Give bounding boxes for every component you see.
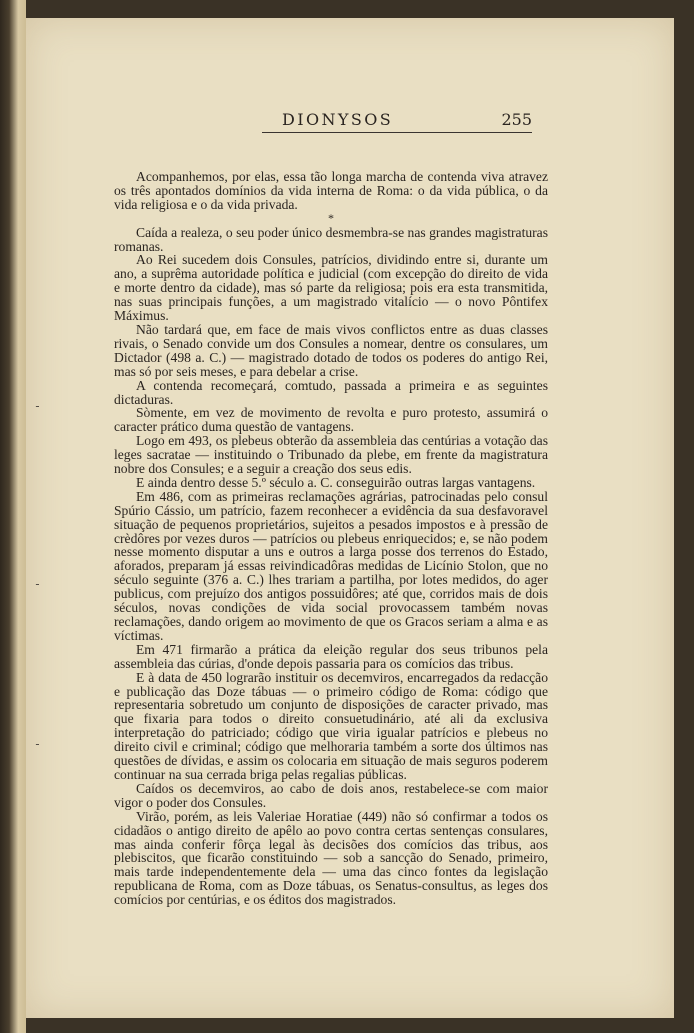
paragraph: Sòmente, em vez de movimento de revolta e puro protesto, assumirá o caracter prático duma questão de vantagens. [114,405,548,435]
margin-tick-mark: ╴ [36,740,43,751]
paragraph: E à data de 450 lograrão instituir os decemviros, encarregados da redacção e publicação das Doze tábuas — o primeiro código de Roma: código que representaria sobretudo um conjunto de disposições de caracter privado, mas que fixaria para todos o direito consuetudinário, até ali da exclusiva interpretação do patriciado; código que viria igualar patrícios e plebeus no direito civil e criminal; código que melhoraria também a sorte dos últimos nas questões de dívidas, e assim os colocaria em situação de mais seguros poderem continuar na sua cerrada briga pelas regalias públicas. [114,669,548,782]
paragraph: E ainda dentro desse 5.º século a. C. conseguirão outras largas vantagens. [136,474,536,490]
book-binding-gutter [0,0,26,1033]
paragraph: Não tardará que, em face de mais vivos conflictos entre as duas classes rivais, o Senado convide um dos Consules a nomear, dentre os consulares, um Dictador (498 a. C.) — magistrado dotado de todos os poderes do antigo Rei, mas só por seis meses, e para debelar a crise. [114,321,548,379]
running-title: DIONYSOS [282,110,394,129]
paragraph: Acompanhemos, por elas, essa tão longa marcha de contenda viva atravez os três apontados domínios da vida interna de Roma: o da vida pública, o da vida religiosa e o da vida privada. [114,169,548,212]
paragraph: Logo em 493, os plebeus obterão da assembleia das centúrias a votação das leges sacratae — instituindo o Tribunado da plebe, em frente da magistratura nobre dos Consules; e a seguir a creação dos seus edis. [114,433,548,477]
margin-tick-mark: ╴ [36,402,43,413]
paragraph: Ao Rei sucedem dois Consules, patrícios, dividindo entre si, durante um ano, a suprêma autoridade política e judicial (com excepção do direito de vida e morte dentro da cidade), mas só parte da religiosa; pois era esta transmitida, nas suas principais funções, a um magistrado vitalício — o novo Pôntifex Máximus. [114,252,548,324]
paragraph: Virão, porém, as leis Valeriae Horatiae (449) não só confirmar a todos os cidadãos o antigo direito de apêlo ao povo contra certas sentenças consulares, mas ainda conferir fôrça legal às decisões dos comícios das tribus, aos plebiscitos, que ficarão constituindo — sob a sancção do Senado, primeiro, mais tarde independentemente dela — uma das cinco fontes da legislação republicana de Roma, com as Doze tábuas, os Senatus-consultus, as leges dos comícios por centúrias, e os éditos dos magistrados. [114,808,548,908]
paragraph: Caídos os decemviros, ao cabo de dois anos, restabelece-se com maior vigor o poder dos Consules. [114,780,548,810]
header-rule [262,132,532,133]
page-number: 255 [501,110,532,129]
section-asterism: * [328,210,334,225]
paragraph: Caída a realeza, o seu poder único desmembra-se nas grandes magistraturas romanas. [114,224,548,254]
paragraph: Em 471 firmarão a prática da eleição regular dos seus tribunos pela assembleia das cúrias, d'onde depois passaria para os comícios das tribus. [114,641,548,671]
running-header [262,110,532,136]
margin-tick-mark: ╴ [36,580,43,591]
paragraph: A contenda recomeçará, comtudo, passada a primeira e as seguintes dictaduras. [114,377,548,407]
paragraph: Em 486, com as primeiras reclamações agrárias, patrocinadas pelo consul Spúrio Cássio, um patrício, fazem reconhecer a evidência da sua desfavoravel situação de pequenos proprietários, sujeitos a pesados impostos e à pressão de crèdôres por vezes duros — patrícios ou plebeus enriquecidos; e, se não podem nesse momento disputar a uns e outros a larga posse dos terrenos do Estado, aforados, preparam já essas reivindicadôras medidas de Licínio Stolon, que no século seguinte (376 a. C.) lhes trariam a partilha, por lotes medidos, do ager publicus, com prejuízo dos antigos possuidôres; até que, corridos mais de dois séculos, novas condições de vida social provocassem também novas reclamações, dando origem ao movimento de que os Gracos seriam a alma e as víctimas. [114,488,548,643]
body-text [114,170,548,907]
